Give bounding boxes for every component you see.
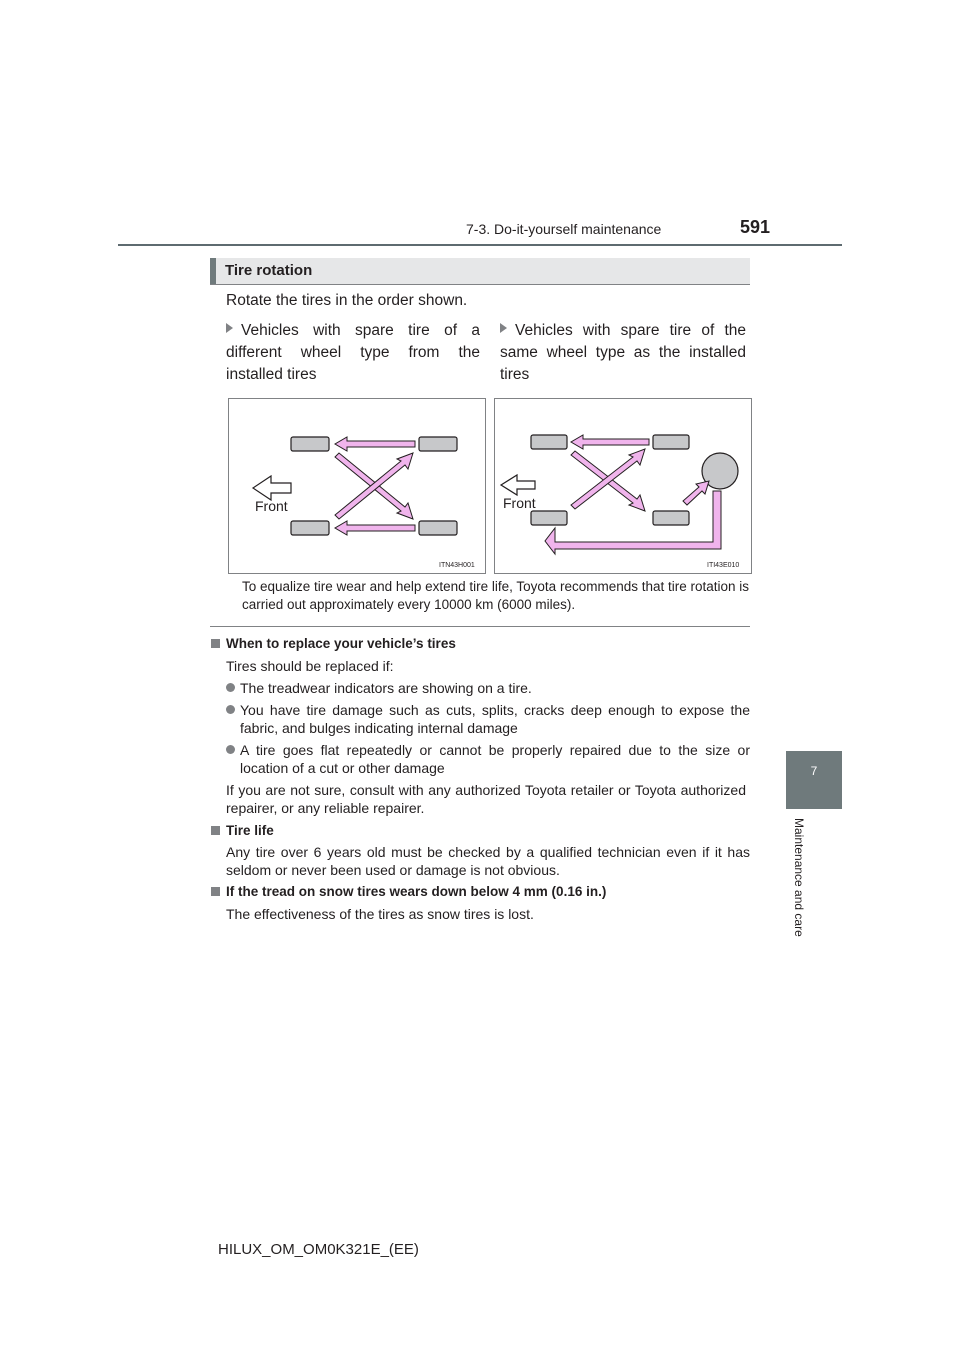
replace-heading-text: When to replace your vehicle’s tires: [226, 636, 456, 651]
round-bullet-icon: [226, 705, 235, 714]
variant-label-text: Vehicles with spare tire of the same wheel type as the installed tires: [500, 322, 746, 383]
section-title-marker: [210, 258, 216, 284]
replace-item-text: The treadwear indicators are showing on a tire.: [240, 680, 532, 696]
square-bullet-icon: [211, 887, 220, 896]
section-intro: Rotate the tires in the order shown.: [226, 292, 468, 309]
replace-item: [226, 741, 750, 777]
tire-rear-left-icon: [291, 437, 329, 451]
chapter-label: Maintenance and care: [792, 818, 806, 937]
square-bullet-icon: [211, 826, 220, 835]
triangle-bullet-icon: [226, 323, 233, 333]
replace-item-text: You have tire damage such as cuts, splits, cracks deep enough to expose the fabric, and bulges indicating internal damage: [240, 702, 750, 736]
triangle-bullet-icon: [500, 323, 507, 333]
tire-life-heading-text: Tire life: [226, 823, 274, 838]
tire-front-right-icon: [419, 521, 457, 535]
variant-label-text: Vehicles with spare tire of a different wheel type from the installed tires: [226, 322, 480, 383]
tire-life-heading: [211, 823, 274, 838]
rotation-arrow-top: [571, 435, 649, 449]
tire-front-left-icon: [419, 437, 457, 451]
round-bullet-icon: [226, 683, 235, 692]
square-bullet-icon: [211, 639, 220, 648]
snow-heading: [211, 884, 606, 899]
figure-code: ITN43H001: [439, 562, 475, 569]
variant-label-same: [500, 320, 746, 386]
rotation-diagram-different: [229, 399, 485, 573]
section-title: Tire rotation: [225, 262, 313, 279]
section-header: 7-3. Do-it-yourself maintenance: [466, 221, 662, 237]
front-label: Front: [503, 495, 536, 511]
chapter-number: 7: [810, 764, 818, 778]
tire-rear-right-icon: [291, 521, 329, 535]
tire-rear-right-icon: [531, 511, 567, 525]
replace-item: [226, 679, 750, 697]
tire-front-right-icon: [653, 511, 689, 525]
caption-rule: [210, 626, 750, 627]
replace-item: [226, 701, 750, 737]
rotation-figure-different: [228, 398, 486, 574]
document-code: HILUX_OM_OM0K321E_(EE): [218, 1241, 419, 1258]
front-direction-arrow-icon: [253, 476, 291, 500]
replace-intro: Tires should be replaced if:: [226, 658, 394, 674]
tire-life-text: Any tire over 6 years old must be checked by a qualified technician even if it has seldom or never been used or damage is not obvious.: [226, 844, 750, 878]
tire-rear-left-icon: [531, 435, 567, 449]
figure-code: ITI43E010: [707, 562, 740, 569]
front-label: Front: [255, 498, 288, 514]
page-number: 591: [740, 217, 771, 237]
replace-note: If you are not sure, consult with any authorized Toyota retailer or Toyota authorized repairer, or any reliable repairer.: [226, 782, 746, 816]
snow-heading-text: If the tread on snow tires wears down below 4 mm (0.16 in.): [226, 884, 607, 899]
figure-caption: To equalize tire wear and help extend tire life, Toyota recommends that tire rotation is carried out approximately every 10000 km (6000 miles).: [242, 579, 750, 612]
chapter-tab: [786, 751, 842, 809]
rotation-arrow-top: [335, 437, 415, 451]
replace-heading: [211, 636, 456, 651]
variant-label-different: [226, 320, 480, 386]
rotation-arrow-to-spare: [683, 481, 709, 505]
snow-text: The effectiveness of the tires as snow tires is lost.: [226, 906, 534, 922]
tire-front-left-icon: [653, 435, 689, 449]
rotation-diagram-same: [495, 399, 751, 573]
rotation-figure-same: [494, 398, 752, 574]
header-rule: [118, 244, 842, 246]
section-title-underline: [210, 284, 750, 285]
round-bullet-icon: [226, 745, 235, 754]
front-direction-arrow-icon: [501, 475, 535, 495]
rotation-arrow-bottom: [335, 521, 415, 535]
replace-item-text: A tire goes flat repeatedly or cannot be properly repaired due to the size or location of a cut or other damage: [240, 742, 750, 776]
